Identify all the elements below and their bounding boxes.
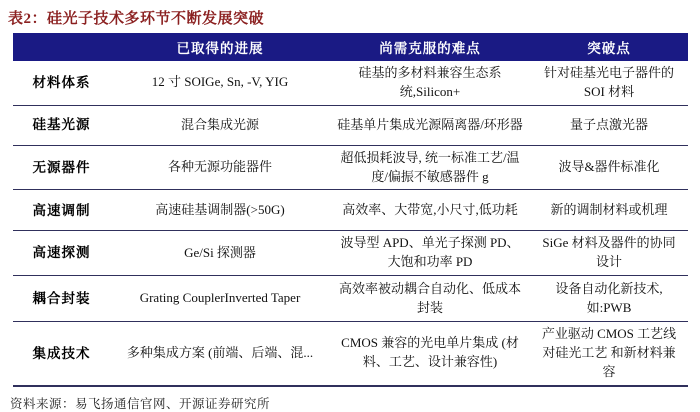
row-breakthrough: 产业驱动 CMOS 工艺线对硅光工艺 和新材料兼容 [530, 322, 688, 386]
row-progress: 高速硅基调制器(>50G) [110, 190, 330, 231]
table-row [13, 105, 688, 145]
row-breakthrough: SiGe 材料及器件的协同设计 [530, 231, 688, 276]
header-cell-difficulty: 尚需克服的难点 [330, 33, 530, 61]
table-body [13, 61, 688, 386]
table-title: 表2：硅光子技术多环节不断发展突破 [8, 11, 265, 27]
row-difficulty: 波导型 APD、单光子探测 PD、大饱和功率 PD [330, 231, 530, 276]
row-progress: Grating CouplerInverted Taper [110, 276, 330, 322]
row-difficulty: 高效率、大带宽,小尺寸,低功耗 [330, 190, 530, 231]
table-row [13, 322, 688, 386]
row-category: 高速探测 [13, 231, 110, 276]
row-progress: 各种无源功能器件 [110, 145, 330, 190]
row-breakthrough: 波导&器件标准化 [530, 145, 688, 190]
table-row [13, 190, 688, 231]
table-row [13, 61, 688, 105]
header-cell-category [13, 33, 110, 61]
row-breakthrough: 针对硅基光电子器件的 SOI 材料 [530, 61, 688, 105]
row-progress: 混合集成光源 [110, 105, 330, 145]
table-row [13, 231, 688, 276]
row-difficulty: CMOS 兼容的光电单片集成 (材料、工艺、设计兼容性) [330, 322, 530, 386]
header-cell-breakthrough: 突破点 [530, 33, 688, 61]
row-progress: 12 寸 SOIGe, Sn, -V, YIG [110, 61, 330, 105]
row-breakthrough: 新的调制材料或机理 [530, 190, 688, 231]
row-progress: 多种集成方案 (前端、后端、混... [110, 322, 330, 386]
silicon-photonics-table [13, 33, 688, 387]
row-category: 材料体系 [13, 61, 110, 105]
table-row [13, 145, 688, 190]
row-difficulty: 高效率被动耦合自动化、低成本封装 [330, 276, 530, 322]
header-cell-progress: 已取得的进展 [110, 33, 330, 61]
row-breakthrough: 量子点激光器 [530, 105, 688, 145]
source-note: 资料来源：易飞扬通信官网、开源证券研究所 [10, 396, 271, 411]
row-category: 硅基光源 [13, 105, 110, 145]
row-category: 高速调制 [13, 190, 110, 231]
row-difficulty: 硅基单片集成光源隔离器/环形器 [330, 105, 530, 145]
row-breakthrough: 设备自动化新技术, 如:PWB [530, 276, 688, 322]
table-header [13, 33, 688, 61]
table-row [13, 276, 688, 322]
row-difficulty: 硅基的多材料兼容生态系统,Silicon+ [330, 61, 530, 105]
row-category: 集成技术 [13, 322, 110, 386]
row-difficulty: 超低损耗波导, 统一标准工艺/温度/偏振不敏感器件 g [330, 145, 530, 190]
row-category: 耦合封装 [13, 276, 110, 322]
header-row [13, 33, 688, 61]
row-category: 无源器件 [13, 145, 110, 190]
row-progress: Ge/Si 探测器 [110, 231, 330, 276]
